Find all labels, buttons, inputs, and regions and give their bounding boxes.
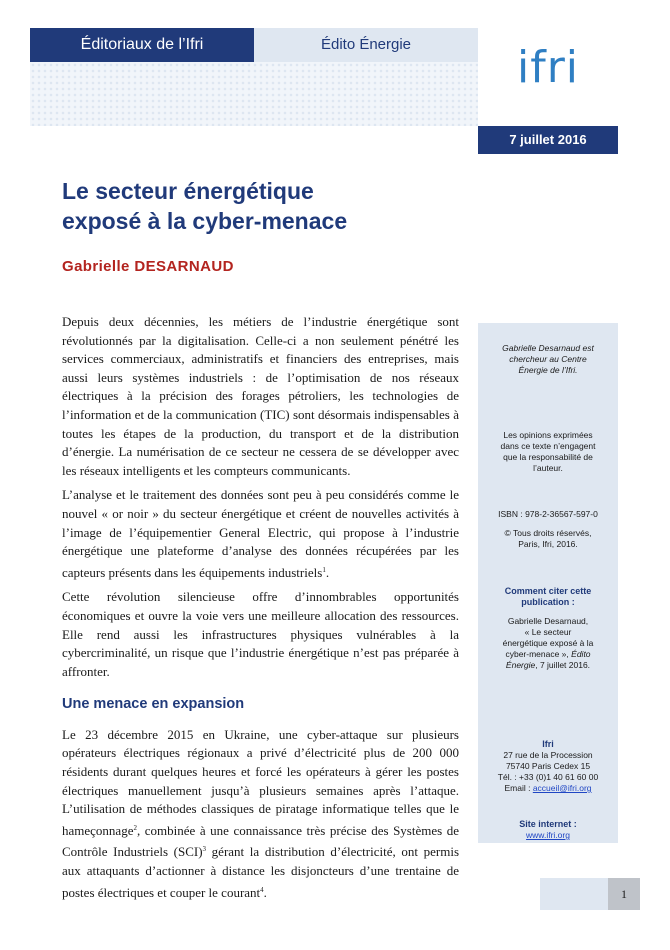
website-link[interactable]: www.ifri.org [526,830,570,840]
footnote-ref-1[interactable]: 1 [322,565,326,574]
author-note-line: chercheur au Centre [509,354,587,364]
footnote-ref-2[interactable]: 2 [133,823,137,832]
email-link[interactable]: accueil@ifri.org [532,783,592,793]
citation-line: Gabrielle Desarnaud, [507,616,589,626]
series-title: Éditoriaux de l’Ifri [30,28,254,62]
footer-strip [540,878,608,910]
citation-heading-line: publication : [521,597,575,607]
website-heading: Site internet : [519,819,577,829]
citation-series-end: Énergie [505,660,536,670]
paragraph-4 [62,726,459,902]
disclaimer [478,430,618,474]
isbn: ISBN : 978-2-36567-597-0 [498,509,598,519]
email-label: Email : [504,783,533,793]
copyright [478,528,618,550]
citation-line: énergétique exposé à la [502,638,594,648]
address-heading: Ifri [542,739,554,749]
disclaimer-line: dans ce texte n’engagent [500,441,596,451]
footnote-ref-3[interactable]: 3 [202,845,207,854]
article-body [62,313,459,908]
citation-line [478,649,618,660]
title-line-1: Le secteur énergétique [62,178,314,204]
ifri-logo[interactable]: ifri [516,42,580,93]
header-pattern [30,62,478,126]
citation-date: , 7 juillet 2016. [535,660,591,670]
section-heading: Une menace en expansion [62,696,245,713]
copyright-line: © Tous droits réservés, [504,528,592,538]
author-note [478,343,618,376]
phone: Tél. : +33 (0)1 40 61 60 00 [497,772,599,782]
paragraph-3: Cette révolution silencieuse offre d’innombrables opportunités économiques et ouvre la voie vers une meilleure allocation des ressources. Elle rend aussi les infrastructures physiques vulnérables à la cybercriminalité, un risque que l’industrie énergétique n’est pas préparée à affronter. [62,589,459,679]
author-note-line: Gabrielle Desarnaud est [502,343,594,353]
address-line: 27 rue de la Procession [503,750,593,760]
paragraph-2 [62,486,459,582]
copyright-line: Paris, Ifri, 2016. [518,539,578,549]
paragraph-2-end: . [325,564,330,580]
citation-heading [478,586,618,608]
paragraph-2-text: L’analyse et le traitement des données sont peu à peu considérés comme le nouvel « or noir » du secteur énergétique et créent de nouvelles activités à l’image de l’équipementier General Electric, qui propose à l’industrie énergétique une plateforme d’analyse des données récupérées par les capteurs présents dans les équipements industriels [62,487,459,580]
paragraph-1: Depuis deux décennies, les métiers de l’industrie énergétique sont révolutionnés par la digitalisation. Celle-ci a non seulement pénétré les services commerciaux, administratifs et financiers des entreprises, mais aussi leurs systèmes industriels : de l’optimisation de nos réseaux électriques à la précision des forages pétroliers, les technologies de l’information et de la communication (TIC) sont désormais indispensables à toutes les étapes de la production, du transport et de la distribution d’énergie. La numérisation de ce secteur ne cessera de se développer avec les réseaux intelligents et les compteurs communicants. [62,314,459,478]
page-number: 1 [608,878,640,910]
footnote-ref-4[interactable]: 4 [260,885,264,894]
paragraph-4-part-a: Le 23 décembre 2015 en Ukraine, une cyber-attaque sur plusieurs opérateurs électriques régionaux a privé d’électricité plus de 200 000 résidents durant quelques heures et forcé les opérateurs à gérer les postes électriques manuellement jusqu’à plusieurs semaines après l’attaque. L’utilisation de méthodes classiques de piratage informatique telles que le hameçonnage [62,726,459,838]
address-block [478,739,618,794]
paragraph-4-part-c: gérant la distribution d’électricité, ont permis aux attaquants d’actionner à distance les disjoncteurs d’une trentaine de postes électriques et couper le courant [62,844,459,900]
website-block [478,819,618,841]
address-line: 75740 Paris Cedex 15 [505,761,591,771]
citation-series: Édito [571,649,591,659]
citation-heading-line: Comment citer cette [504,586,592,596]
author-note-line: Énergie de l’Ifri. [518,365,578,375]
citation-quote-end: cyber-menace », [505,649,569,659]
paragraph-4-part-b: , combinée à une connaissance très précise des Systèmes de Contrôle Industriels (SCI) [62,822,459,860]
citation-line: « Le secteur [524,627,572,637]
email-line [478,783,618,794]
title-line-2: exposé à la cyber-menace [62,208,348,234]
author-name: Gabrielle DESARNAUD [62,258,234,275]
disclaimer-line: l’auteur. [533,463,563,473]
section-title: Édito Énergie [254,28,478,62]
disclaimer-line: Les opinions exprimées [503,430,593,440]
paragraph-4-end: . [263,884,267,900]
publication-date: 7 juillet 2016 [478,126,618,154]
article-title [62,176,462,236]
disclaimer-line: que la responsabilité de [503,452,593,462]
citation-text [478,616,618,671]
citation-line [478,660,618,671]
